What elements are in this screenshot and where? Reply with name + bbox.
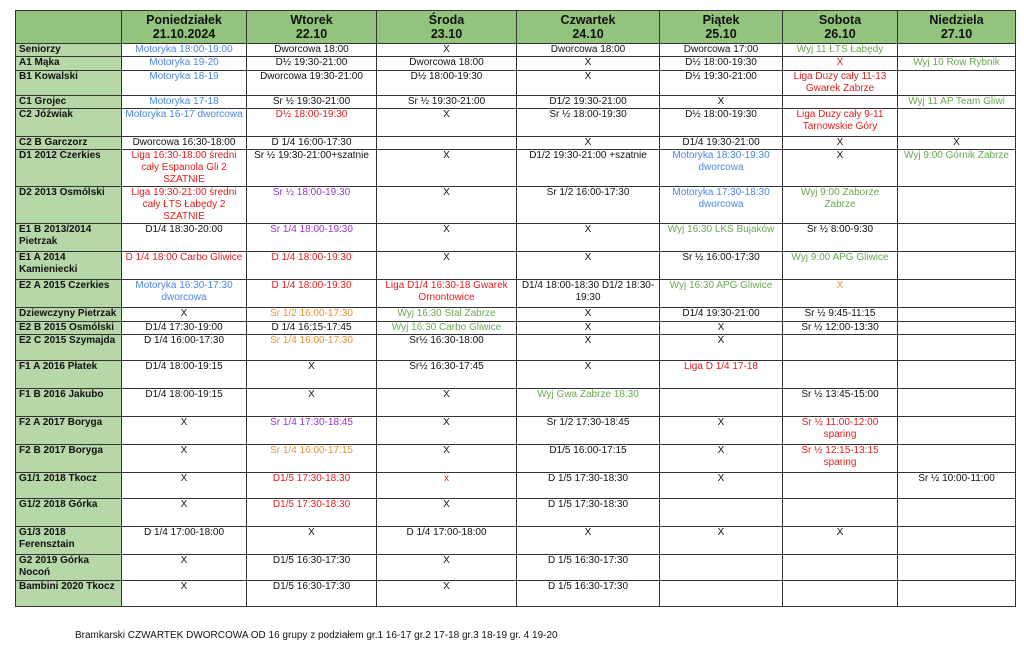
day-name: Sobota xyxy=(818,13,862,27)
schedule-cell xyxy=(783,581,898,607)
schedule-cell: X xyxy=(122,581,247,607)
group-name-cell: E2 B 2015 Osmólski xyxy=(16,322,122,335)
group-name-cell: Bambini 2020 Tkocz xyxy=(16,581,122,607)
schedule-cell: Śr ½ 8:00-9:30 xyxy=(783,224,898,252)
schedule-cell: X xyxy=(377,389,517,417)
group-name-cell: C2 B Garczorz xyxy=(16,137,122,150)
schedule-cell: D 1/4 18:00-19:30 xyxy=(247,280,377,308)
schedule-cell: X xyxy=(377,150,517,187)
schedule-cell: X xyxy=(377,252,517,280)
schedule-table xyxy=(15,10,1016,607)
schedule-cell: D 1/4 18:00-19:30 xyxy=(247,252,377,280)
schedule-cell xyxy=(898,445,1016,473)
schedule-cell xyxy=(898,335,1016,361)
schedule-cell: Wyj 9:00 Górnik Zabrze xyxy=(898,150,1016,187)
table-row xyxy=(16,361,1016,389)
group-name-cell: D2 2013 Osmólski xyxy=(16,187,122,224)
schedule-cell xyxy=(783,361,898,389)
schedule-cell: Motoryka 19-20 xyxy=(122,57,247,71)
schedule-cell: X xyxy=(247,527,377,555)
day-date: 23.10 xyxy=(430,27,463,41)
schedule-cell: D 1/4 17:00-18:00 xyxy=(122,527,247,555)
schedule-cell: Śr ½ 18:00-19:30 xyxy=(517,109,660,137)
day-name: Poniedziałek xyxy=(146,13,222,27)
group-name-cell: C2 Jóźwiak xyxy=(16,109,122,137)
day-header xyxy=(377,11,517,44)
day-header xyxy=(660,11,783,44)
table-row xyxy=(16,322,1016,335)
day-name: Niedziela xyxy=(929,13,984,27)
schedule-cell: x xyxy=(377,473,517,499)
schedule-cell: Motoryka 18-19 xyxy=(122,71,247,96)
table-row xyxy=(16,109,1016,137)
schedule-cell: X xyxy=(517,137,660,150)
schedule-cell: Śr 1/4 18:00-19:30 xyxy=(247,224,377,252)
schedule-cell xyxy=(783,335,898,361)
schedule-cell xyxy=(783,555,898,581)
schedule-cell: D1/4 18:00-19:15 xyxy=(122,389,247,417)
schedule-cell: Liga D 1/4 17-18 xyxy=(660,361,783,389)
schedule-cell xyxy=(898,322,1016,335)
table-row xyxy=(16,527,1016,555)
schedule-cell: Śr ½ 12:00-13:30 xyxy=(783,322,898,335)
schedule-cell: X xyxy=(783,137,898,150)
schedule-cell: D1/4 18:00-19:15 xyxy=(122,361,247,389)
schedule-cell: D1/4 17:30-19:00 xyxy=(122,322,247,335)
schedule-cell: Motoryka 16:30-17:30 dworcowa xyxy=(122,280,247,308)
schedule-cell: X xyxy=(517,335,660,361)
schedule-cell: D 1/4 16:15-17:45 xyxy=(247,322,377,335)
schedule-cell: Wyj 16:30 Stal Zabrze xyxy=(377,308,517,322)
schedule-cell: Wyj 9:00 APG Gliwice xyxy=(783,252,898,280)
schedule-cell: Śr 1/4 17:30-18:45 xyxy=(247,417,377,445)
schedule-cell xyxy=(898,44,1016,57)
schedule-cell: X xyxy=(660,335,783,361)
schedule-cell: X xyxy=(517,361,660,389)
group-name-cell: Seniorzy xyxy=(16,44,122,57)
schedule-cell: Liga 19:30-21:00 średni cały ŁTS Łabędy 2 SZATNIE xyxy=(122,187,247,224)
schedule-cell: X xyxy=(377,581,517,607)
schedule-cell: Liga Duzy cały 11-13 Gwarek Zabrze xyxy=(783,71,898,96)
table-row xyxy=(16,44,1016,57)
schedule-cell: X xyxy=(122,555,247,581)
schedule-cell xyxy=(898,109,1016,137)
schedule-cell: X xyxy=(660,527,783,555)
schedule-cell: X xyxy=(660,473,783,499)
schedule-cell: X xyxy=(517,224,660,252)
day-name: Wtorek xyxy=(290,13,333,27)
schedule-cell: D 1/5 17:30-18:30 xyxy=(517,499,660,527)
schedule-cell xyxy=(660,555,783,581)
schedule-cell: X xyxy=(517,252,660,280)
schedule-cell xyxy=(898,581,1016,607)
schedule-cell: X xyxy=(377,499,517,527)
schedule-cell: X xyxy=(660,417,783,445)
schedule-cell: D1/4 18:00-18:30 D1/2 18:30-19:30 xyxy=(517,280,660,308)
schedule-cell: D 1/4 18:00 Carbo Gliwice xyxy=(122,252,247,280)
schedule-cell: D1/5 16:00-17:15 xyxy=(517,445,660,473)
schedule-cell xyxy=(898,361,1016,389)
schedule-cell: X xyxy=(660,445,783,473)
schedule-cell xyxy=(377,137,517,150)
schedule-cell: D 1/4 16:00-17:30 xyxy=(247,137,377,150)
schedule-cell: Wyj 16:30 Carbo Gliwice xyxy=(377,322,517,335)
goalkeeper-note: Bramkarski CZWARTEK DWORCOWA OD 16 grupy z podziałem gr.1 16-17 gr.2 17-18 gr.3 18-19 gr. 4 19-20 xyxy=(75,630,558,641)
header-corner xyxy=(16,11,122,44)
schedule-cell: X xyxy=(517,527,660,555)
schedule-cell: Śr ½ 10:00-11:00 xyxy=(898,473,1016,499)
schedule-cell: D1/2 19:30-21:00 xyxy=(517,96,660,109)
group-name-cell: F2 B 2017 Boryga xyxy=(16,445,122,473)
schedule-cell: Wyj 9:00 Zaborze Zabrze xyxy=(783,187,898,224)
schedule-cell: D 1/5 16:30-17:30 xyxy=(517,581,660,607)
day-header xyxy=(898,11,1016,44)
schedule-cell: D½ 18:00-19:30 xyxy=(247,109,377,137)
schedule-cell: Śr ½ 11:00-12:00 sparing xyxy=(783,417,898,445)
table-row xyxy=(16,71,1016,96)
group-name-cell: E2 C 2015 Szymajda xyxy=(16,335,122,361)
schedule-cell: D1/5 16:30-17:30 xyxy=(247,581,377,607)
day-header xyxy=(247,11,377,44)
schedule-cell: X xyxy=(517,57,660,71)
schedule-cell xyxy=(660,499,783,527)
schedule-cell: Śr 1/2 16:00-17:30 xyxy=(247,308,377,322)
schedule-cell: D1/5 17:30-18:30 xyxy=(247,499,377,527)
schedule-cell: Śr ½ 12:15-13:15 sparing xyxy=(783,445,898,473)
schedule-cell xyxy=(898,555,1016,581)
schedule-cell xyxy=(898,187,1016,224)
table-row xyxy=(16,150,1016,187)
schedule-cell: X xyxy=(122,473,247,499)
schedule-cell: Dworcowa 18:00 xyxy=(247,44,377,57)
schedule-cell: Sr ½ 19:30-21:00+szatnie xyxy=(247,150,377,187)
schedule-cell: X xyxy=(783,527,898,555)
table-row xyxy=(16,445,1016,473)
schedule-cell: D 1/4 16:00-17:30 xyxy=(122,335,247,361)
schedule-cell xyxy=(898,527,1016,555)
schedule-cell: Śr ½ 9:45-11:15 xyxy=(783,308,898,322)
schedule-cell: Śr½ 16:30-17:45 xyxy=(377,361,517,389)
day-date: 21.10.2024 xyxy=(152,27,216,41)
schedule-cell: Motoryka 17-18 xyxy=(122,96,247,109)
table-row xyxy=(16,308,1016,322)
schedule-cell: X xyxy=(247,361,377,389)
schedule-cell: X xyxy=(377,224,517,252)
schedule-cell: X xyxy=(660,96,783,109)
schedule-cell xyxy=(898,252,1016,280)
table-row xyxy=(16,555,1016,581)
schedule-cell: D1/2 19:30-21:00 +szatnie xyxy=(517,150,660,187)
day-name: Środa xyxy=(428,13,465,27)
schedule-cell xyxy=(898,499,1016,527)
schedule-cell: X xyxy=(122,445,247,473)
schedule-cell: Motoryka 18:00-19:00 xyxy=(122,44,247,57)
day-header xyxy=(783,11,898,44)
group-name-cell: E1 A 2014 Kamieniecki xyxy=(16,252,122,280)
schedule-cell: X xyxy=(660,322,783,335)
table-row xyxy=(16,499,1016,527)
table-row xyxy=(16,335,1016,361)
day-date: 26.10 xyxy=(824,27,856,41)
schedule-cell xyxy=(898,308,1016,322)
schedule-cell: Sr ½ 19:30-21:00 xyxy=(377,96,517,109)
group-name-cell: F1 B 2016 Jakubo xyxy=(16,389,122,417)
table-row xyxy=(16,389,1016,417)
table-row xyxy=(16,224,1016,252)
schedule-cell: X xyxy=(517,308,660,322)
schedule-cell: X xyxy=(517,322,660,335)
schedule-cell xyxy=(898,71,1016,96)
schedule-cell: X xyxy=(122,417,247,445)
schedule-cell: X xyxy=(783,280,898,308)
schedule-cell: Sr ½ 19:30-21:00 xyxy=(247,96,377,109)
day-header xyxy=(122,11,247,44)
day-date: 24.10 xyxy=(572,27,604,41)
table-row xyxy=(16,417,1016,445)
schedule-cell: X xyxy=(122,499,247,527)
schedule-cell: X xyxy=(377,555,517,581)
schedule-cell: Śr 1/2 16:00-17:30 xyxy=(517,187,660,224)
schedule-cell: Dworcowa 18:00 xyxy=(377,57,517,71)
schedule-cell: Motoryka 17:30-18:30 dworcowa xyxy=(660,187,783,224)
schedule-body xyxy=(16,44,1016,607)
schedule-cell: Śr 1/2 17:30-18:45 xyxy=(517,417,660,445)
group-name-cell: G2 2019 Górka Nocoń xyxy=(16,555,122,581)
schedule-cell: Dworcowa 16:30-18:00 xyxy=(122,137,247,150)
schedule-cell: Motoryka 16-17 dworcowa xyxy=(122,109,247,137)
schedule-cell: Śr ½ 16:00-17:30 xyxy=(660,252,783,280)
day-date: 25.10 xyxy=(705,27,737,41)
group-name-cell: D1 2012 Czerkies xyxy=(16,150,122,187)
schedule-cell xyxy=(783,473,898,499)
schedule-cell: Śr 1/4 16:00-17:30 xyxy=(247,335,377,361)
schedule-cell xyxy=(898,417,1016,445)
table-row xyxy=(16,252,1016,280)
schedule-cell: Śr 1/4 16:00-17:15 xyxy=(247,445,377,473)
table-row xyxy=(16,187,1016,224)
schedule-cell: D1/5 17:30-18:30 xyxy=(247,473,377,499)
group-name-cell: B1 Kowalski xyxy=(16,71,122,96)
schedule-cell xyxy=(898,280,1016,308)
schedule-cell: Wyj 16:30 LKS Bujaków xyxy=(660,224,783,252)
schedule-cell: Motoryka 18:30-19:30 dworcowa xyxy=(660,150,783,187)
schedule-cell: X xyxy=(377,445,517,473)
schedule-cell xyxy=(898,224,1016,252)
schedule-cell: X xyxy=(377,417,517,445)
schedule-cell: Liga D1/4 16:30-18 Gwarek Ornontowice xyxy=(377,280,517,308)
schedule-cell xyxy=(783,96,898,109)
group-name-cell: A1 Mąka xyxy=(16,57,122,71)
schedule-cell: Wyj 11 ŁTS Łabędy xyxy=(783,44,898,57)
schedule-cell: X xyxy=(377,44,517,57)
day-date: 22.10 xyxy=(295,27,328,41)
table-row xyxy=(16,137,1016,150)
schedule-cell xyxy=(660,389,783,417)
schedule-cell: Dworcowa 17:00 xyxy=(660,44,783,57)
schedule-cell: Śr ½ 13:45-15:00 xyxy=(783,389,898,417)
day-name: Czwartek xyxy=(560,13,616,27)
header-row xyxy=(16,11,1016,44)
schedule-cell: D1/4 18:30-20:00 xyxy=(122,224,247,252)
schedule-cell: Dworcowa 19:30-21:00 xyxy=(247,71,377,96)
schedule-cell xyxy=(660,581,783,607)
group-name-cell: G1/1 2018 Tkocz xyxy=(16,473,122,499)
schedule-cell: D 1/5 17:30-18:30 xyxy=(517,473,660,499)
schedule-cell: Liga Duzy cały 9-11 Tarnowskie Góry xyxy=(783,109,898,137)
group-name-cell: E2 A 2015 Czerkies xyxy=(16,280,122,308)
schedule-cell: D 1/5 16:30-17:30 xyxy=(517,555,660,581)
day-name: Piątek xyxy=(702,13,740,27)
schedule-cell: Dworcowa 18:00 xyxy=(517,44,660,57)
group-name-cell: G1/3 2018 Ferensztain xyxy=(16,527,122,555)
schedule-cell: X xyxy=(783,57,898,71)
group-name-cell: G1/2 2018 Górka xyxy=(16,499,122,527)
schedule-cell xyxy=(783,499,898,527)
table-row xyxy=(16,280,1016,308)
schedule-cell: D 1/4 17:00-18:00 xyxy=(377,527,517,555)
schedule-cell: X xyxy=(377,187,517,224)
group-name-cell: Dziewczyny Pietrzak xyxy=(16,308,122,322)
schedule-cell: Wyj 11 AP Team Gliwi xyxy=(898,96,1016,109)
group-name-cell: F1 A 2016 Płatek xyxy=(16,361,122,389)
schedule-cell: Śr ½ 18:00-19:30 xyxy=(247,187,377,224)
schedule-cell: Liga 16:30-18:00 średni cały Espanola Gli 2 SZATNIE xyxy=(122,150,247,187)
schedule-cell: Wyj Gwa Zabrze 18:30 xyxy=(517,389,660,417)
schedule-cell: Wyj 16:30 APG Gliwice xyxy=(660,280,783,308)
schedule-cell: D½ 19:30-21:00 xyxy=(660,71,783,96)
day-date: 27.10 xyxy=(940,27,973,41)
schedule-cell: D½ 19:30-21:00 xyxy=(247,57,377,71)
schedule-cell: Wyj 10 Row Rybnik xyxy=(898,57,1016,71)
schedule-cell xyxy=(898,389,1016,417)
table-row xyxy=(16,57,1016,71)
schedule-cell: D1/4 19:30-21:00 xyxy=(660,308,783,322)
group-name-cell: C1 Grojec xyxy=(16,96,122,109)
schedule-cell: D½ 18:00-19:30 xyxy=(660,109,783,137)
schedule-cell: X xyxy=(517,71,660,96)
schedule-cell: D1/5 16:30-17:30 xyxy=(247,555,377,581)
table-row xyxy=(16,581,1016,607)
schedule-cell: X xyxy=(247,389,377,417)
group-name-cell: E1 B 2013/2014 Pietrzak xyxy=(16,224,122,252)
table-row xyxy=(16,473,1016,499)
day-header xyxy=(517,11,660,44)
schedule-cell: D1/4 19:30-21:00 xyxy=(660,137,783,150)
schedule-cell: X xyxy=(122,308,247,322)
schedule-cell: X xyxy=(377,109,517,137)
table-row xyxy=(16,96,1016,109)
schedule-cell: X xyxy=(783,150,898,187)
schedule-cell: D½ 18:00-19:30 xyxy=(660,57,783,71)
schedule-cell: Śr½ 16:30-18:00 xyxy=(377,335,517,361)
schedule-cell: D½ 18:00-19:30 xyxy=(377,71,517,96)
schedule-table-container xyxy=(15,10,1015,607)
group-name-cell: F2 A 2017 Boryga xyxy=(16,417,122,445)
schedule-cell: X xyxy=(898,137,1016,150)
